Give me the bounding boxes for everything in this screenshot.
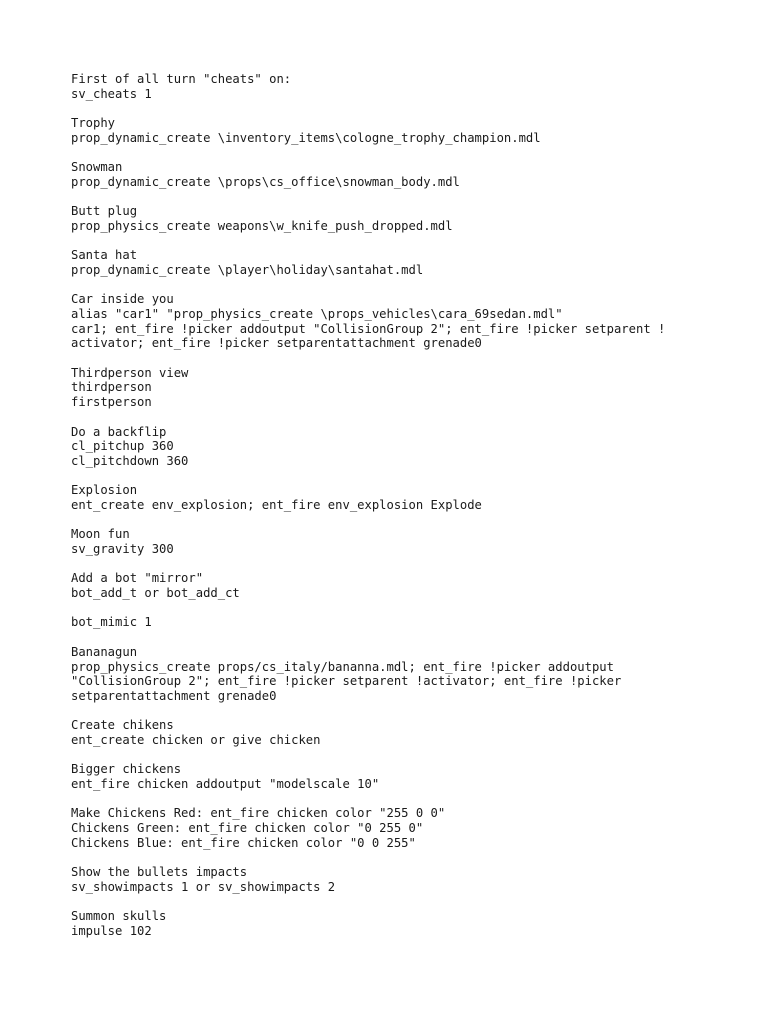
command-line: car1; ent_fire !picker addoutput "CollisionGroup 2"; ent_fire !picker setparent ! — [71, 321, 666, 336]
text-block — [71, 527, 731, 556]
block-heading-line: Summon skulls — [71, 909, 167, 924]
block-heading-line: Do a backflip — [71, 424, 167, 439]
command-line: cl_pitchdown 360 — [71, 453, 189, 468]
command-line: thirdperson — [71, 380, 152, 395]
block-heading-line: Thirdperson view — [71, 365, 189, 380]
text-block — [71, 806, 731, 850]
text-block — [71, 865, 731, 894]
text-block — [71, 571, 731, 600]
block-heading-line: Bigger chickens — [71, 762, 182, 777]
text-block — [71, 116, 731, 145]
command-line: impulse 102 — [71, 923, 152, 938]
text-block — [71, 248, 731, 277]
text-block — [71, 645, 731, 704]
command-line: Chickens Green: ent_fire chicken color "0 255 0" — [71, 821, 424, 836]
command-line: prop_dynamic_create \inventory_items\cologne_trophy_champion.mdl — [71, 130, 541, 145]
block-heading-line: bot_mimic 1 — [71, 615, 152, 630]
text-block — [71, 366, 731, 410]
command-line: sv_showimpacts 1 or sv_showimpacts 2 — [71, 879, 336, 894]
document-page — [71, 72, 731, 953]
command-line: bot_add_t or bot_add_ct — [71, 586, 240, 601]
command-line: prop_dynamic_create \player\holiday\santahat.mdl — [71, 262, 424, 277]
text-block — [71, 204, 731, 233]
block-heading-line: Explosion — [71, 483, 138, 498]
command-line: "CollisionGroup 2"; ent_fire !picker setparent !activator; ent_fire !picker — [71, 674, 622, 689]
block-heading-line: Add a bot "mirror" — [71, 571, 204, 586]
command-line: ent_fire chicken addoutput "modelscale 10" — [71, 777, 380, 791]
command-line: activator; ent_fire !picker setparentattachment grenade0 — [71, 336, 482, 351]
block-heading-line: Create chikens — [71, 718, 174, 733]
text-block — [71, 762, 731, 791]
block-heading-line: Show the bullets impacts — [71, 865, 248, 880]
command-line: setparentattachment grenade0 — [71, 688, 277, 703]
text-block — [71, 615, 731, 630]
block-heading-line: Santa hat — [71, 248, 138, 263]
block-heading-line: Snowman — [71, 160, 123, 175]
command-line: alias "car1" "prop_physics_create \props_vehicles\cara_69sedan.mdl" — [71, 307, 563, 321]
command-line: cl_pitchup 360 — [71, 439, 174, 454]
block-heading-line: Bananagun — [71, 644, 138, 659]
command-line: sv_cheats 1 — [71, 86, 152, 101]
block-heading-line: Trophy — [71, 116, 116, 131]
block-heading-line: Car inside you — [71, 292, 174, 307]
command-line: firstperson — [71, 395, 152, 410]
block-heading-line: Butt plug — [71, 204, 138, 219]
command-line: Chickens Blue: ent_fire chicken color "0 0 255" — [71, 835, 416, 850]
command-line: prop_physics_create props/cs_italy/bananna.mdl; ent_fire !picker addoutput — [71, 659, 614, 674]
text-block — [71, 483, 731, 512]
text-block — [71, 909, 731, 938]
command-line: sv_gravity 300 — [71, 542, 174, 556]
command-line: ent_create chicken or give chicken — [71, 732, 321, 747]
command-line: prop_dynamic_create \props\cs_office\snowman_body.mdl — [71, 174, 460, 189]
block-heading-line: Make Chickens Red: ent_fire chicken color "255 0 0" — [71, 806, 446, 821]
text-block — [71, 72, 731, 101]
text-block — [71, 292, 731, 351]
text-block — [71, 425, 731, 469]
text-block — [71, 718, 731, 747]
block-heading-line: Moon fun — [71, 527, 130, 542]
text-block — [71, 160, 731, 189]
command-line: ent_create env_explosion; ent_fire env_explosion Explode — [71, 497, 482, 512]
block-heading-line: First of all turn "cheats" on: — [71, 72, 292, 86]
command-line: prop_physics_create weapons\w_knife_push_dropped.mdl — [71, 218, 453, 233]
